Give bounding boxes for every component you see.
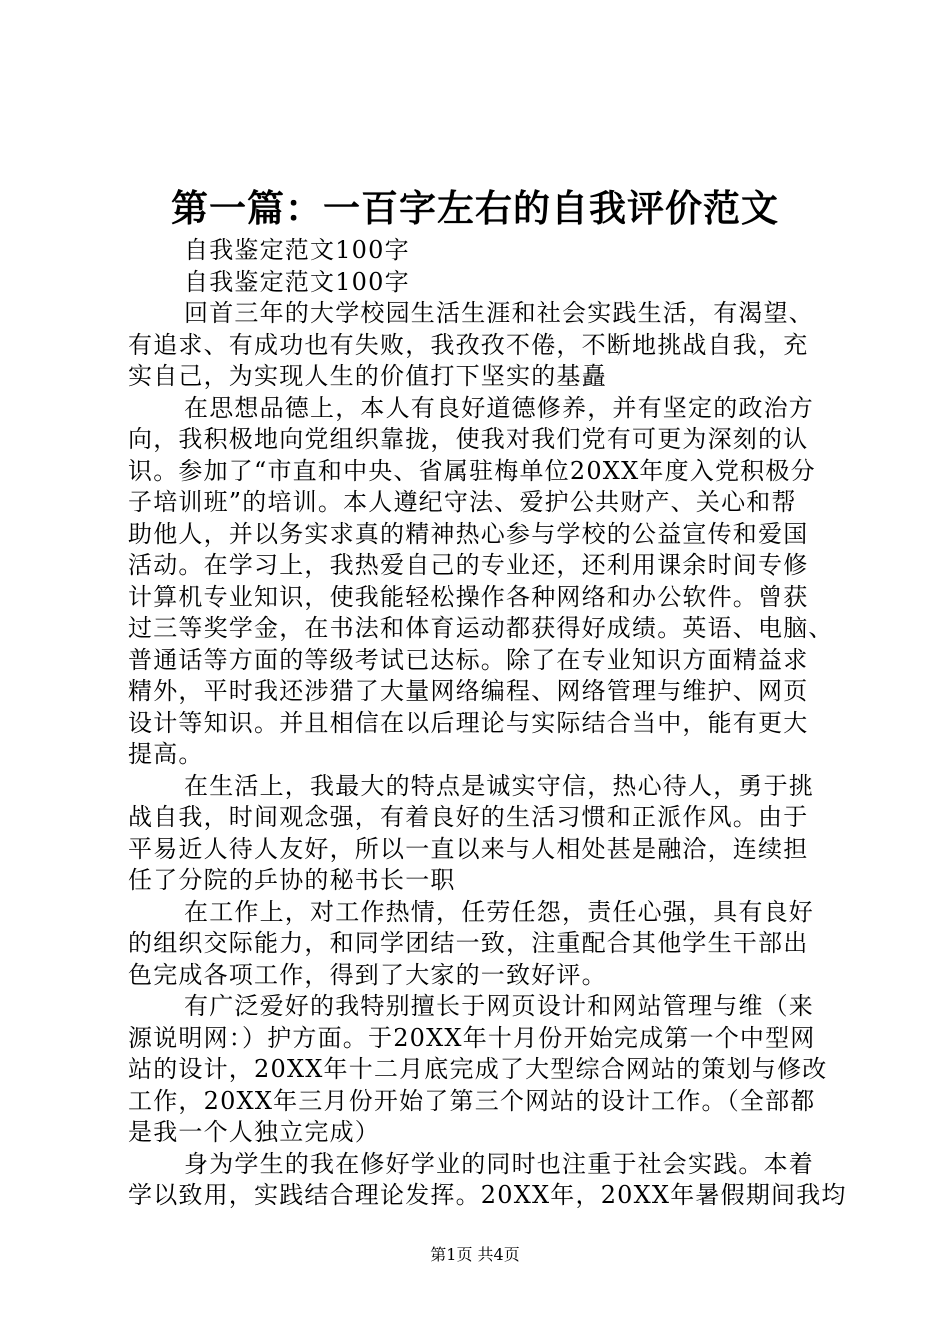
- text-line: 在工作上，对工作热情，任劳任怨，责任心强，具有良好: [184, 897, 814, 926]
- text-line: 计算机专业知识，使我能轻松操作各种网络和办公软件。曾获: [128, 582, 809, 611]
- text-line: 设计等知识。并且相信在以后理论与实际结合当中，能有更大: [128, 708, 809, 737]
- text-line: 有追求、有成功也有失败，我孜孜不倦，不断地挑战自我，充: [128, 330, 809, 359]
- text-line: 有广泛爱好的我特别擅长于网页设计和网站管理与维（来: [184, 992, 814, 1020]
- text-line: 学以致用，实践结合理论发挥。20XX年，20XX年暑假期间我均: [128, 1181, 847, 1209]
- text-line: 源说明网：）护方面。于20XX年十月份开始完成第一个中型网: [128, 1023, 816, 1052]
- text-line: 提高。: [128, 740, 204, 768]
- text-line: 精外，平时我还涉猎了大量网络编程、网络管理与维护、网页: [128, 677, 809, 705]
- text-line: 任了分院的乒协的秘书长一职: [128, 866, 456, 894]
- text-line: 的组织交际能力，和同学团结一致，注重配合其他学生干部出: [128, 929, 809, 957]
- text-line: 站的设计，20XX年十二月底完成了大型综合网站的策划与修改: [128, 1055, 828, 1083]
- text-line: 自我鉴定范文100字: [184, 236, 410, 264]
- text-line: 是我一个人独立完成）: [128, 1118, 380, 1146]
- text-line: 自我鉴定范文100字: [184, 267, 410, 296]
- text-line: 助他人，并以务实求真的精神热心参与学校的公益宣传和爱国: [128, 519, 809, 548]
- document-body: [128, 235, 847, 1212]
- text-line: 实自己，为实现人生的价值打下坚实的基矗: [128, 362, 607, 390]
- text-line: 平易近人待人友好，所以一直以来与人相处甚是融洽，连续担: [128, 834, 809, 863]
- text-line: 回首三年的大学校园生活生涯和社会实践生活，有渴望、: [184, 299, 814, 327]
- text-line: 身为学生的我在修好学业的同时也注重于社会实践。本着: [184, 1149, 814, 1178]
- text-line: 子培训班”的培训。本人遵纪守法、爱护公共财产、关心和帮: [128, 488, 797, 516]
- text-line: 向，我积极地向党组织靠拢，使我对我们党有可更为深刻的认: [128, 425, 809, 453]
- document-title: 第一篇：一百字左右的自我评价范文: [171, 186, 779, 230]
- text-line: 战自我，时间观念强，有着良好的生活习惯和正派作风。由于: [128, 803, 809, 831]
- text-line: 在生活上，我最大的特点是诚实守信，热心待人，勇于挑: [184, 771, 814, 800]
- text-line: 色完成各项工作，得到了大家的一致好评。: [128, 960, 607, 989]
- text-line: 普通话等方面的等级考试已达标。除了在专业知识方面精益求: [128, 645, 809, 674]
- text-line: 在思想品德上，本人有良好道德修养，并有坚定的政治方: [184, 393, 814, 422]
- text-line: 工作，20XX年三月份开始了第三个网站的设计工作。（全部都: [128, 1086, 816, 1115]
- text-line: 过三等奖学金，在书法和体育运动都获得好成绩。英语、电脑、: [128, 614, 834, 642]
- text-line: 识。参加了“市直和中央、省属驻梅单位20XX年度入党积极分: [128, 456, 816, 485]
- text-line: 活动。在学习上，我热爱自己的专业还，还利用课余时间专修: [128, 551, 809, 579]
- page-footer: 第1页 共4页: [430, 1245, 520, 1264]
